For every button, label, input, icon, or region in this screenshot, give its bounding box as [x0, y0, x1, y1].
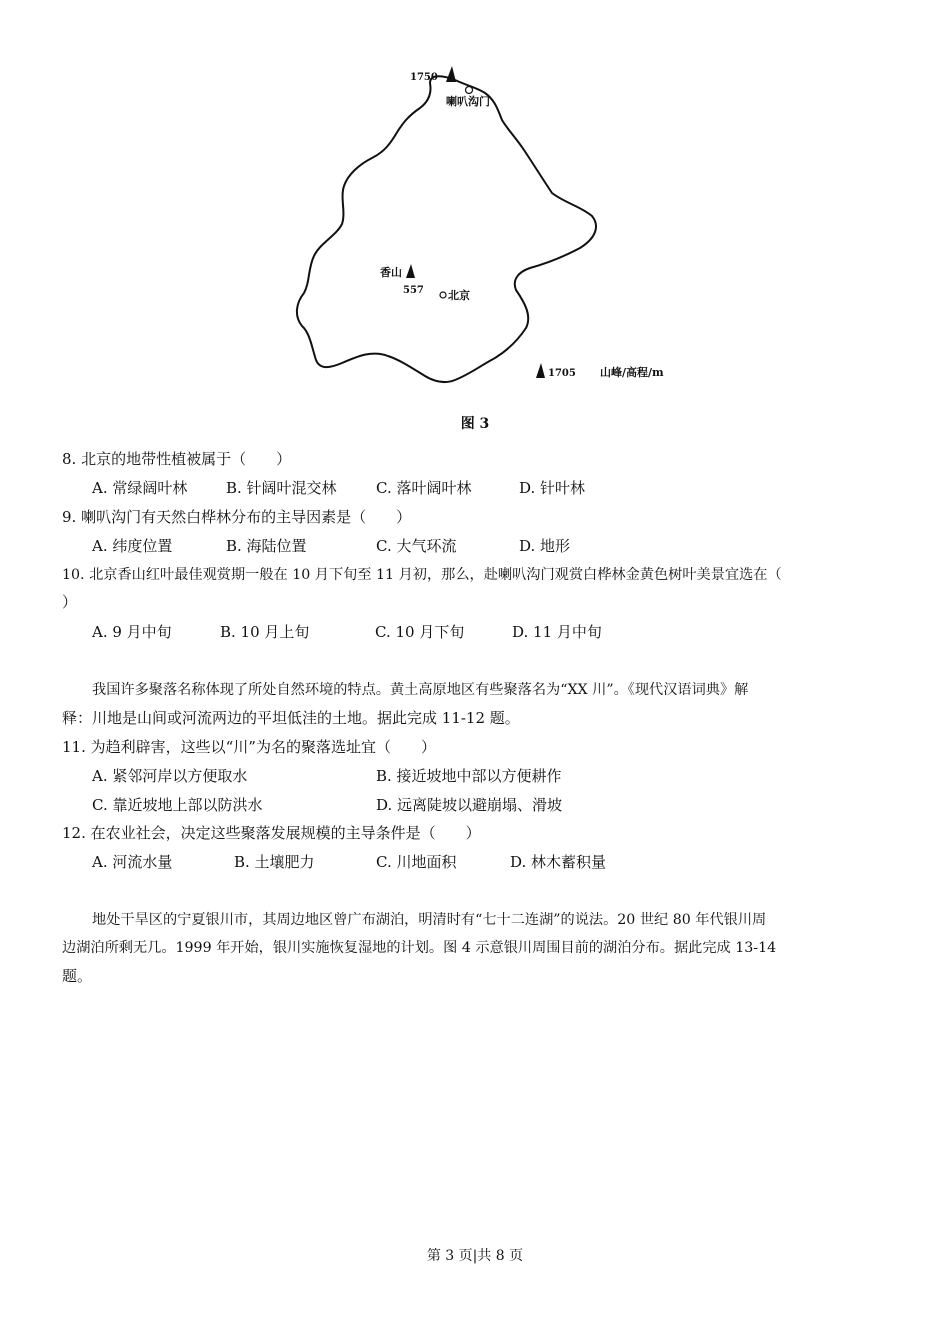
q8-option-b: B. 针阔叶混交林 [226, 479, 337, 497]
xiangshan-peak-icon [406, 264, 415, 278]
town-marker-icon [466, 87, 473, 94]
q12-option-c: C. 川地面积 [376, 853, 457, 871]
q8-option-d: D. 针叶林 [519, 479, 586, 497]
peak-icon [446, 66, 456, 82]
q8-option-c: C. 落叶阔叶林 [376, 479, 472, 497]
q10-option-b: B. 10 月上旬 [220, 623, 310, 641]
q10-option-d: D. 11 月中旬 [512, 623, 602, 641]
q9-option-c: C. 大气环流 [376, 537, 457, 555]
xiangshan-name: 香山 [380, 266, 402, 279]
beijing-boundary [297, 76, 596, 382]
xiangshan-elevation: 557 [403, 285, 424, 296]
q12-option-a: A. 河流水量 [92, 853, 173, 871]
q10-stem-line1: 10. 北京香山红叶最佳观赏期一般在 10 月下旬至 11 月初，那么，赴喇叭沟门观赏白桦林金黄色树叶美景宜选在（ [62, 567, 782, 583]
q12-option-d: D. 林木蓄积量 [510, 853, 607, 871]
peak-top-name: 喇叭沟门 [446, 95, 490, 108]
q10-stem-line2: ） [62, 593, 78, 611]
figure-caption: 图 3 [460, 416, 490, 432]
q11-option-b: B. 接近坡地中部以方便耕作 [376, 767, 562, 785]
q8-stem: 8. 北京的地带性植被属于（ ） [62, 450, 292, 468]
q9-option-d: D. 地形 [519, 537, 571, 555]
beijing-map-figure [280, 58, 700, 398]
passage2-line2: 边湖泊所剩无几。1999 年开始，银川实施恢复湿地的计划。图 4 示意银川周围目前的湖泊分布。据此完成 13-14 [62, 940, 777, 956]
passage1-line1: 我国许多聚落名称体现了所处自然环境的特点。黄土高原地区有些聚落名为“XX 川”。《现代汉语词典》解 [92, 682, 749, 698]
city-name: 北京 [448, 289, 470, 302]
peak-top-elevation: 1750 [410, 72, 438, 83]
q9-option-a: A. 纬度位置 [92, 537, 173, 555]
q10-option-c: C. 10 月下旬 [375, 623, 465, 641]
page-footer: 第 3 页|共 8 页 [426, 1248, 524, 1264]
q11-option-a: A. 紧邻河岸以方便取水 [92, 767, 248, 785]
q11-stem: 11. 为趋利辟害，这些以“川”为名的聚落选址宜（ ） [62, 738, 436, 756]
q10-option-a: A. 9 月中旬 [92, 623, 172, 641]
q12-stem: 12. 在农业社会，决定这些聚落发展规模的主导条件是（ ） [62, 824, 481, 842]
passage1-line2: 释：川地是山间或河流两边的平坦低洼的土地。据此完成 11-12 题。 [62, 709, 520, 727]
q11-option-c: C. 靠近坡地上部以防洪水 [92, 796, 263, 814]
passage2-line1: 地处干旱区的宁夏银川市，其周边地区曾广布湖泊，明清时有“七十二连湖”的说法。20 世纪 80 年代银川周 [92, 912, 767, 928]
q12-option-b: B. 土壤肥力 [234, 853, 315, 871]
q8-option-a: A. 常绿阔叶林 [92, 479, 188, 497]
legend-text: 山峰/高程/m [600, 366, 664, 379]
city-marker-icon [440, 292, 446, 298]
legend-elevation: 1705 [548, 368, 576, 379]
legend-peak-icon [536, 363, 545, 378]
q9-option-b: B. 海陆位置 [226, 537, 307, 555]
passage2-line3: 题。 [62, 967, 93, 985]
q11-option-d: D. 远离陡坡以避崩塌、滑坡 [376, 796, 563, 814]
q9-stem: 9. 喇叭沟门有天然白桦林分布的主导因素是（ ） [62, 508, 412, 526]
beijing-map [280, 58, 700, 398]
